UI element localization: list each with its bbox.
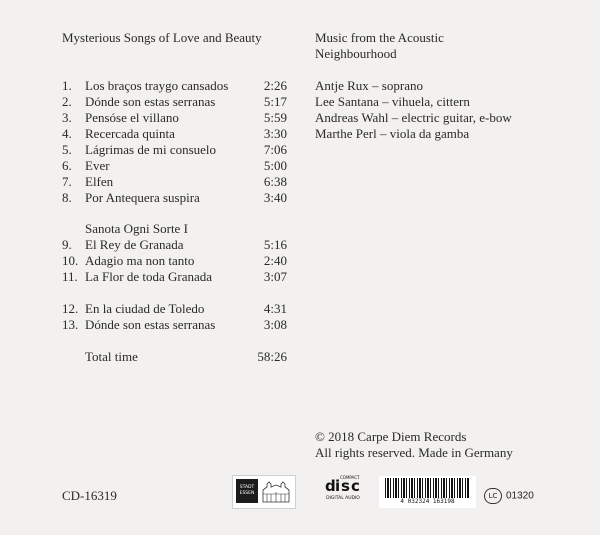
track-title: En la ciudad de Toledo (85, 301, 205, 316)
performer: Antje Rux – soprano (315, 78, 423, 93)
track-duration: 7:06 (263, 142, 287, 157)
barcode-number: 4 032324 163198 (400, 498, 455, 505)
album-title: Mysterious Songs of Love and Beauty (62, 30, 262, 45)
barcode (379, 476, 476, 508)
track-number: 9. (62, 237, 72, 252)
track-title: Los braços traygo cansados (85, 78, 229, 93)
track-number: 1. (62, 78, 72, 93)
svg-text:i: i (335, 477, 341, 494)
track-title: Recercada quinta (85, 126, 175, 141)
track-title: Lágrimas de mi consuelo (85, 142, 217, 157)
track-number: 13. (62, 317, 79, 332)
track-duration: 2:26 (263, 78, 287, 93)
track-duration: 6:38 (263, 174, 287, 189)
track-number: 6. (62, 158, 72, 173)
track-number: 3. (62, 110, 72, 125)
track-number: 11. (62, 269, 78, 284)
total-time-label: Total time (85, 349, 138, 364)
lc-icon: LC (484, 488, 502, 504)
compact-text: COMPACT (340, 475, 360, 480)
rights-line: All rights reserved. Made in Germany (315, 445, 513, 460)
track-duration: 5:00 (263, 158, 287, 173)
copyright-line: © 2018 Carpe Diem Records (315, 429, 467, 444)
track-number: 5. (62, 142, 72, 157)
track-duration: 2:40 (263, 253, 287, 268)
compact-disc-logo (318, 475, 368, 505)
track-number: 7. (62, 174, 72, 189)
track-title: Pensóse el villano (85, 110, 179, 125)
essen-text: ESSEN (239, 491, 255, 496)
track-number: 4. (62, 126, 72, 141)
track-duration: 3:08 (263, 317, 287, 332)
track-title: Adagio ma non tanto (85, 253, 195, 268)
album-subtitle-line2: Neighbourhood (315, 46, 397, 61)
track-number: 8. (62, 190, 72, 205)
lc-number: 01320 (506, 490, 534, 502)
stadt-essen-block (236, 479, 258, 503)
track-duration: 5:17 (263, 94, 287, 109)
track-title: Dónde son estas serranas (85, 94, 216, 109)
stadt-text: STADT (239, 485, 255, 490)
svg-text:c: c (351, 477, 360, 494)
track-duration: 5:59 (263, 110, 287, 125)
svg-text:d: d (325, 477, 336, 494)
track-number: 10. (62, 253, 79, 268)
group-heading: Sanota Ogni Sorte I (85, 221, 188, 236)
performer: Marthe Perl – viola da gamba (315, 126, 470, 141)
track-duration: 3:40 (263, 190, 287, 205)
track-number: 2. (62, 94, 72, 109)
track-title: La Flor de toda Granada (85, 269, 213, 284)
track-title: El Rey de Granada (85, 237, 184, 252)
track-duration: 5:16 (263, 237, 287, 252)
svg-text:s: s (341, 477, 350, 494)
catalog-number: CD-16319 (62, 488, 117, 503)
track-number: 12. (62, 301, 79, 316)
digital-audio-text: DIGITAL AUDIO (326, 496, 360, 501)
track-duration: 4:31 (263, 301, 287, 316)
track-title: Elfen (85, 174, 114, 189)
total-time-value: 58:26 (257, 349, 287, 364)
track-title: Dónde son estas serranas (85, 317, 216, 332)
track-title: Por Antequera suspira (85, 190, 200, 205)
performer: Andreas Wahl – electric guitar, e-bow (315, 110, 512, 125)
track-duration: 3:07 (263, 269, 287, 284)
track-title: Ever (85, 158, 110, 173)
album-subtitle-line1: Music from the Acoustic (315, 30, 444, 45)
performer: Lee Santana – vihuela, cittern (315, 94, 470, 109)
label-code (484, 487, 534, 503)
stadt-essen-logo (232, 475, 296, 509)
building-icon (261, 480, 291, 504)
track-duration: 3:30 (263, 126, 287, 141)
barcode-bars (385, 478, 470, 498)
